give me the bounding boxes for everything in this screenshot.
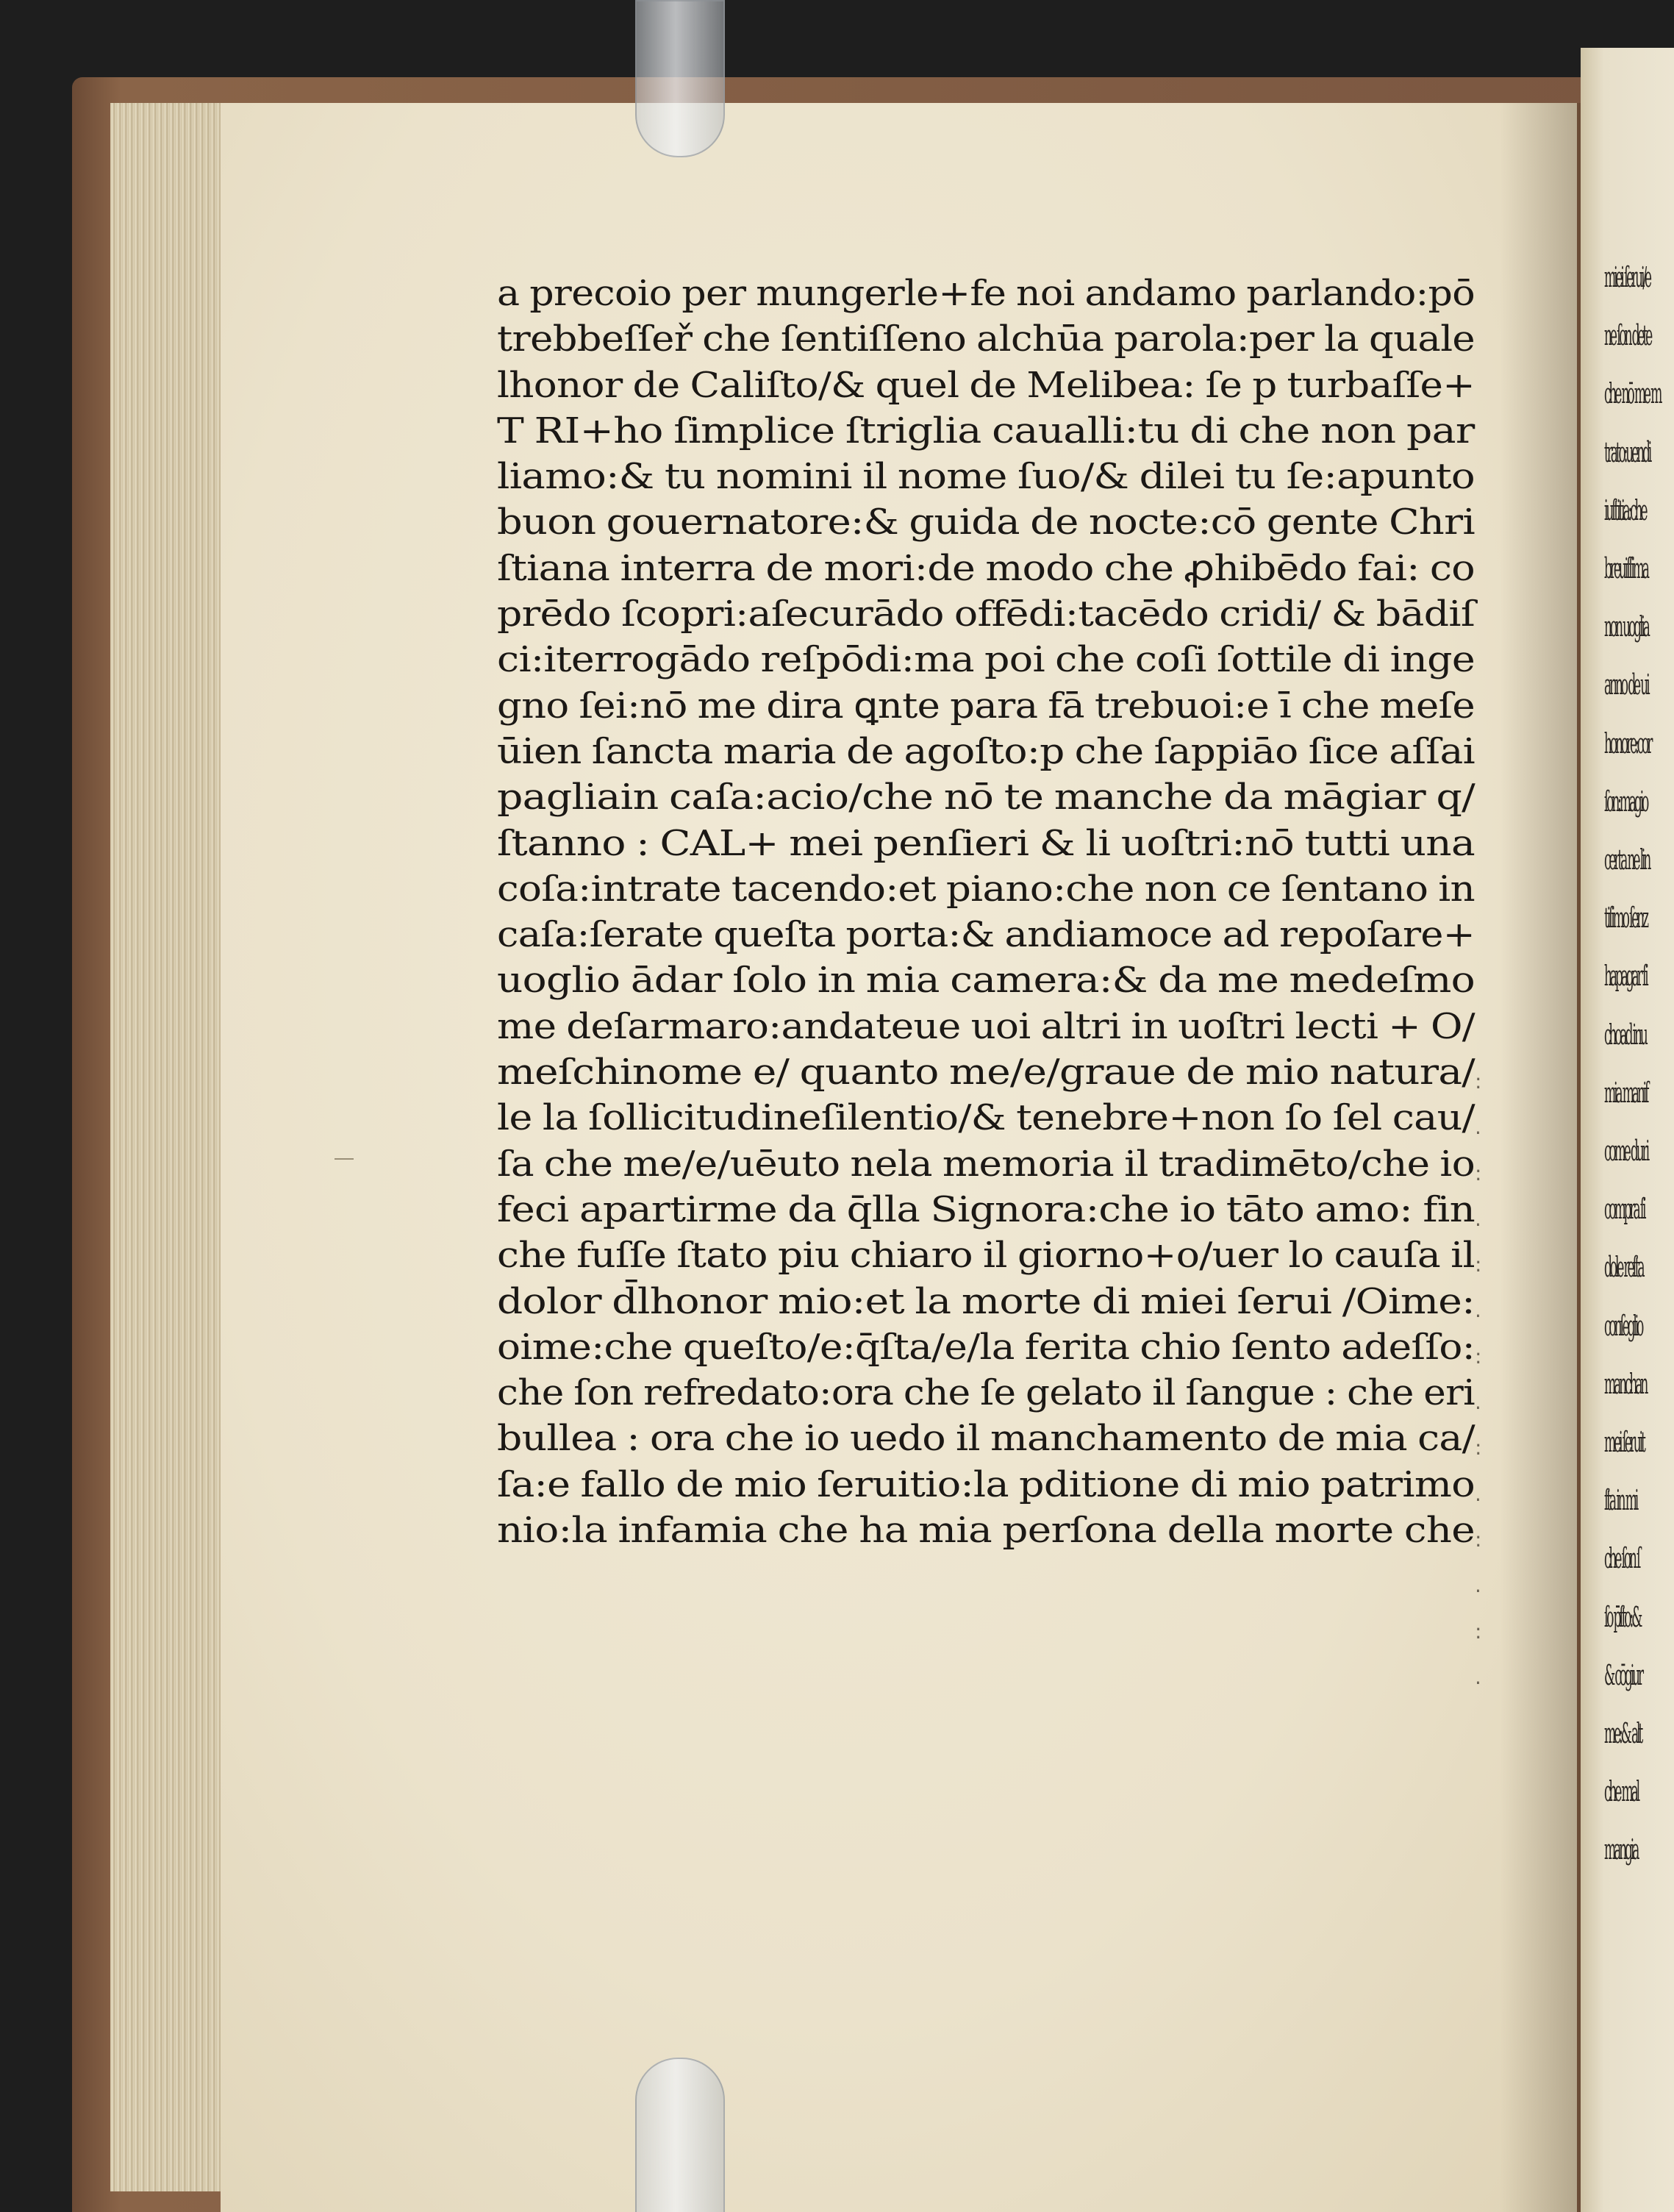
margin-dot: :: [1475, 1527, 1482, 1552]
text-line-content: che ſon refredato:ora che ſe gelato il ſangue : che eri: [497, 1372, 1475, 1414]
text-line: [497, 546, 1475, 591]
text-line-content: ūien ſancta maria de agoſto:p che ſappiāo ſice aſſai: [497, 730, 1475, 772]
facing-page-line: me:& alt: [1604, 1717, 1642, 1749]
page-text: [497, 271, 1475, 1553]
page-clip-bottom: [635, 2058, 725, 2212]
facing-page-line: che ſon ſ: [1604, 1542, 1639, 1575]
text-line-content: le la ſollicitudineſilentio/& tenebre+non ſo ſel cau/: [497, 1097, 1475, 1139]
text-line-content: meſchinome e/ quanto me/e/graue de mio natura/: [497, 1052, 1475, 1093]
text-line: [497, 1095, 1475, 1141]
margin-dot: .: [1475, 1115, 1481, 1140]
text-line-content: lhonor de Caliſto/& quel de Melibea: ſe p turbaſſe+: [497, 364, 1475, 406]
facing-page-line: che mal: [1604, 1775, 1638, 1808]
text-line-content: ſtanno : CAL+ mei penſieri & li uoſtri:nō tutti una: [497, 822, 1475, 864]
text-line-content: ſtiana interra de mori:de modo che ꝓhibēdo fai: co: [497, 547, 1475, 589]
text-line-content: feci apartirme da q̄lla Signora:che io tāto amo: fin: [497, 1188, 1475, 1230]
margin-dot: .: [1475, 1206, 1481, 1231]
margin-dot: .: [1475, 1481, 1481, 1506]
text-line: [497, 912, 1475, 957]
facing-page-line: mangia: [1604, 1833, 1638, 1866]
facing-page-line: come duri: [1604, 1135, 1648, 1167]
facing-page-line: trato:uendi: [1604, 435, 1650, 468]
text-line-content: dolor d̄lhonor mio:et la morte di miei ſerui /Oime:: [497, 1280, 1475, 1322]
margin-dot: :: [1475, 1160, 1482, 1185]
page-edges: [110, 103, 229, 2191]
facing-page-line: ne ſon dete: [1604, 319, 1651, 352]
facing-page-line: compra ſi: [1604, 1193, 1645, 1226]
facing-page-line: ſta in mi: [1604, 1484, 1637, 1517]
facing-page-line: conſeglio: [1604, 1309, 1642, 1342]
text-line: [497, 821, 1475, 866]
text-line: [497, 683, 1475, 729]
margin-mark: [335, 1158, 354, 1160]
text-line: [497, 1462, 1475, 1508]
margin-dot: :: [1475, 1344, 1482, 1369]
page-clip-top: [635, 0, 725, 157]
margin-dot: .: [1475, 1298, 1481, 1323]
margin-dot: .: [1475, 1664, 1481, 1689]
margin-dot: :: [1475, 1252, 1482, 1277]
text-line: [497, 1370, 1475, 1416]
facing-page-line: & cōgiur: [1604, 1658, 1642, 1691]
text-line: [497, 1416, 1475, 1461]
facing-page-line: honore:cor: [1604, 727, 1651, 760]
facing-page-line: breuiſſima: [1604, 552, 1648, 585]
margin-dot: .: [1475, 1390, 1481, 1415]
facing-page-line: manchan: [1604, 1367, 1647, 1400]
text-line: [497, 1004, 1475, 1049]
text-line: [497, 499, 1475, 545]
text-line-content: coſa:intrate tacendo:et piano:che non ce ſentano in: [497, 868, 1475, 910]
facing-page-line: mei ſeruit: [1604, 1426, 1644, 1458]
text-line: [497, 591, 1475, 637]
text-line: [497, 1232, 1475, 1278]
text-line-content: ſa:e fallo de mio ſeruitio:la pditione di mio patrimo: [497, 1463, 1475, 1505]
facing-page-line: ſon:magio: [1604, 785, 1648, 818]
facing-page-line: dole reſta: [1604, 1251, 1643, 1284]
gutter-shadow: [1500, 103, 1581, 2212]
facing-page: [1581, 48, 1674, 2212]
text-line: [497, 1279, 1475, 1324]
text-line: [497, 316, 1475, 362]
text-line-content: gno ſei:nō me dira ꝗnte para fā trebuoi:e ī che meſe: [497, 685, 1475, 727]
text-line-content: T RI+ho ſimplice ſtriglia caualli:tu di che non par: [497, 410, 1475, 452]
facing-page-line: choad inu: [1604, 1018, 1646, 1051]
text-line: [497, 637, 1475, 682]
text-line: [497, 1324, 1475, 1370]
text-line-content: che fuſſe ſtato piu chiaro il giorno+o/uer lo cauſa il: [497, 1235, 1475, 1277]
text-line-content: bullea : ora che io uedo il manchamento de mia ca/: [497, 1418, 1475, 1460]
facing-page-line: hapagar ſi: [1604, 960, 1647, 993]
margin-dot: :: [1475, 1435, 1482, 1460]
margin-dots: [1475, 1059, 1481, 1700]
text-line-content: trebbeſſeř che ſentiſſeno alchūa parola:per la quale: [497, 318, 1475, 360]
text-line: [497, 271, 1475, 316]
text-line: [497, 408, 1475, 454]
text-line: [497, 729, 1475, 774]
text-line: [497, 866, 1475, 912]
text-line: [497, 1141, 1475, 1187]
margin-dot: :: [1475, 1069, 1482, 1093]
text-line-content: caſa:ſerate queſta porta:& andiamoce ad repoſare+: [497, 914, 1475, 956]
text-line: [497, 1049, 1475, 1095]
facing-page-line: certa ne lin: [1604, 843, 1650, 876]
facing-page-line: miei ſerui/e: [1604, 261, 1650, 293]
facing-page-line: anno de ui: [1604, 668, 1648, 702]
text-line: [497, 1187, 1475, 1232]
text-line-content: pagliain caſa:acio/che nō te manche da māgiar q/: [497, 777, 1475, 818]
text-line-content: ci:iterrogādo reſpōdi:ma poi che coſi ſottile di inge: [497, 639, 1475, 681]
facing-page-line: che nō me m: [1604, 377, 1661, 410]
facing-page-line: tiſimo ſenz: [1604, 902, 1647, 935]
text-line: [497, 363, 1475, 408]
text-line-content: oime:che queſto/e:q̄ſta/e/la ferita chio ſento adeſſo:: [497, 1326, 1475, 1368]
text-line-content: uoglio ādar ſolo in mia camera:& da me medeſmo: [497, 960, 1475, 1002]
margin-dot: .: [1475, 1573, 1481, 1598]
text-line-content: a precoio per mungerle+fe noi andamo parlando:pō: [497, 273, 1475, 314]
text-line-content: liamo:& tu nomini il nome ſuo/& dilei tu ſe:apunto: [497, 456, 1475, 498]
text-line: [497, 774, 1475, 820]
text-line-content: prēdo ſcopri:aſecurādo offēdi:tacēdo cridi/ & bādiſ: [497, 593, 1475, 635]
text-line: [497, 957, 1475, 1003]
text-line-content: nio:la infamia che ha mia perſona della morte che: [497, 1510, 1475, 1552]
text-line-content: buon gouernatore:& guida de nocte:cō gente Chri: [497, 502, 1475, 543]
facing-page-line: iuſtitia:che: [1604, 493, 1646, 527]
text-line-content: ſa che me/e/uēuto nela memoria il tradimēto/che io: [497, 1143, 1475, 1185]
text-line: [497, 1508, 1475, 1553]
facing-page-line: mia manif: [1604, 1076, 1648, 1109]
text-line: [497, 454, 1475, 499]
facing-page-line: non uoglia: [1604, 610, 1648, 643]
facing-page-line: ſo p̄ſto:&: [1604, 1600, 1641, 1633]
margin-dot: :: [1475, 1619, 1482, 1644]
text-line-content: me deſarmaro:andateue uoi altri in uoſtri lecti + O/: [497, 1005, 1475, 1047]
